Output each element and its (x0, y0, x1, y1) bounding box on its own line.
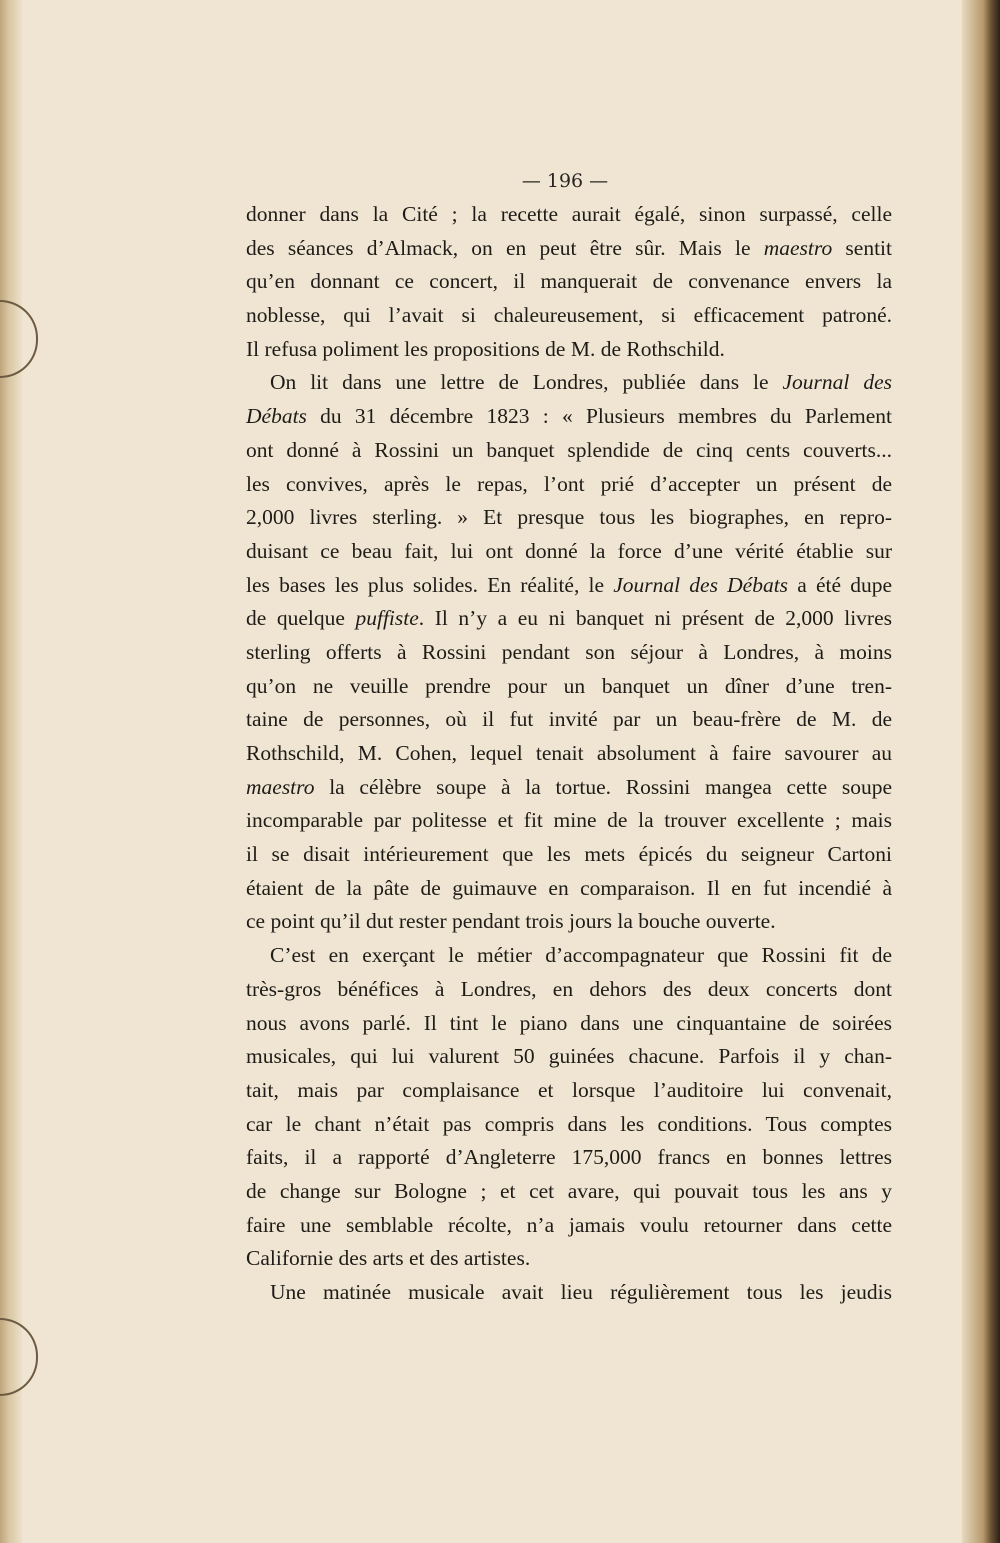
italic-text: Débats (246, 404, 307, 429)
text-run: nous avons parlé. Il tint le piano dans une cinquantaine de soirées (246, 1010, 892, 1035)
text-run: incomparable par politesse et fit mine de la trouver excellente ; mais (246, 808, 892, 833)
text-line (246, 703, 892, 737)
text-line (246, 737, 892, 771)
page-edge-shadow (962, 0, 1000, 1543)
italic-text: Journal des Débats (613, 572, 789, 597)
text-run: des séances d’Almack, on en peut être sûr. Mais le (246, 235, 764, 260)
text-line (246, 1175, 892, 1209)
text-line (246, 265, 892, 299)
text-run: les convives, après le repas, l’ont prié d’accepter un présent de (246, 471, 892, 496)
text-run: faire une semblable récolte, n’a jamais voulu retourner dans cette (246, 1212, 892, 1237)
text-run: On lit dans une lettre de Londres, publiée dans le (270, 370, 783, 395)
text-run: il se disait intérieurement que les mets épicés du seigneur Cartoni (246, 842, 892, 867)
text-run: Il refusa poliment les propositions de M. de Rothschild. (246, 336, 725, 361)
text-line (246, 872, 892, 906)
body-text (246, 198, 892, 1310)
page-number: — 196 — (521, 170, 609, 192)
text-line (246, 299, 892, 333)
text-line (246, 1276, 892, 1310)
text-line (246, 333, 892, 367)
text-line (246, 400, 892, 434)
text-line (246, 1040, 892, 1074)
text-line (246, 232, 892, 266)
text-line (246, 771, 892, 805)
text-line (246, 602, 892, 636)
text-line (246, 1242, 892, 1276)
text-run: Rothschild, M. Cohen, lequel tenait absolument à faire savourer au (246, 741, 892, 765)
text-run: ont donné à Rossini un banquet splendide de cinq cents couverts... (246, 437, 892, 462)
text-line (246, 1209, 892, 1243)
text-run: faits, il a rapporté d’Angleterre 175,000 francs en bonnes lettres (246, 1145, 892, 1170)
text-run: donner dans la Cité ; la recette aurait égalé, sinon surpassé, celle (246, 202, 892, 226)
text-run: de change sur Bologne ; et cet avare, qui pouvait tous les ans y (246, 1178, 892, 1203)
text-line (246, 535, 892, 569)
text-run: de quelque (246, 606, 356, 631)
text-run: . Il n’y a eu ni banquet ni présent de 2,000 livres (418, 606, 892, 631)
text-run: C’est en exerçant le métier d’accompagnateur que Rossini fit de (270, 943, 892, 968)
text-line (246, 838, 892, 872)
text-run: sterling offerts à Rossini pendant son séjour à Londres, à moins (246, 639, 892, 664)
italic-text: maestro (763, 235, 833, 260)
italic-text: Journal des (782, 370, 892, 395)
text-run: la célèbre soupe à la tortue. Rossini mangea cette soupe (314, 774, 892, 799)
text-line (246, 973, 892, 1007)
text-run: tait, mais par complaisance et lorsque l’auditoire lui convenait, (246, 1077, 892, 1102)
text-run: ce point qu’il dut rester pendant trois jours la bouche ouverte. (246, 909, 776, 934)
text-line (246, 198, 892, 232)
text-run: 2,000 livres sterling. » Et presque tous les biographes, en repro- (246, 505, 892, 530)
text-line (246, 501, 892, 535)
text-line (246, 569, 892, 603)
binding-tab-mark (0, 1318, 38, 1396)
text-run: les bases les plus solides. En réalité, le (246, 572, 614, 597)
text-line (246, 1108, 892, 1142)
text-line (246, 434, 892, 468)
text-run: du 31 décembre 1823 : « Plusieurs membres du Parlement (306, 404, 892, 429)
text-line (246, 1007, 892, 1041)
page-gutter (0, 0, 22, 1543)
text-run: sentit (832, 235, 892, 260)
text-run: Une matinée musicale avait lieu régulièrement tous les jeudis (270, 1280, 892, 1304)
text-line (246, 1141, 892, 1175)
text-line (246, 804, 892, 838)
text-line (246, 670, 892, 704)
text-run: noblesse, qui l’avait si chaleureusement, si efficacement patroné. (246, 303, 892, 328)
text-run: a été dupe (788, 572, 892, 597)
text-line (246, 366, 892, 400)
text-line (246, 905, 892, 939)
italic-text: puffiste (355, 606, 419, 631)
text-line (246, 1074, 892, 1108)
text-run: musicales, qui lui valurent 50 guinées chacune. Parfois il y chan- (246, 1044, 892, 1069)
text-run: qu’on ne veuille prendre pour un banquet un dîner d’une tren- (246, 673, 892, 698)
text-run: duisant ce beau fait, lui ont donné la force d’une vérité établie sur (246, 538, 892, 563)
text-run: étaient de la pâte de guimauve en comparaison. Il en fut incendié à (246, 875, 892, 900)
text-run: qu’en donnant ce concert, il manquerait de convenance envers la (246, 269, 892, 294)
text-run: Californie des arts et des artistes. (246, 1246, 531, 1271)
italic-text: maestro (246, 774, 315, 799)
text-line (246, 939, 892, 973)
text-run: taine de personnes, où il fut invité par un beau-frère de M. de (246, 707, 892, 732)
text-line (246, 468, 892, 502)
text-line (246, 636, 892, 670)
binding-tab-mark (0, 300, 38, 378)
text-run: très-gros bénéfices à Londres, en dehors des deux concerts dont (246, 976, 892, 1001)
text-run: car le chant n’était pas compris dans les conditions. Tous comptes (246, 1111, 892, 1136)
